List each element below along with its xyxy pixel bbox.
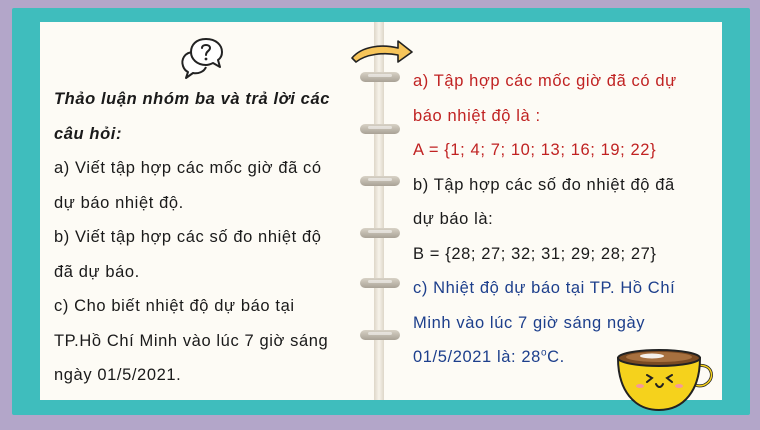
answer-c: Minh vào lúc 7 giờ sáng ngày bbox=[413, 313, 646, 332]
answer-b-set: B = {28; 27; 32; 31; 29; 28; 27} bbox=[413, 244, 657, 263]
binder-ring bbox=[360, 278, 400, 288]
answer-b: dự báo là: bbox=[413, 210, 494, 228]
question-b: b) Viết tập hợp các số đo nhiệt độ bbox=[54, 228, 322, 246]
question-c: c) Cho biết nhiệt độ dự báo tại bbox=[54, 297, 295, 315]
task-title: Thảo luận nhóm ba và trả lời các bbox=[54, 90, 331, 108]
binder-ring bbox=[360, 330, 400, 340]
question-a: a) Viết tập hợp các mốc giờ đã có bbox=[54, 159, 322, 177]
binder-ring bbox=[360, 176, 400, 186]
discussion-questions bbox=[54, 82, 359, 393]
answer-c: c) Nhiệt độ dự báo tại TP. Hồ Chí bbox=[413, 279, 676, 297]
answer-a: báo nhiệt độ là : bbox=[413, 106, 541, 125]
question-a: dự báo nhiệt độ. bbox=[54, 193, 184, 212]
binder-ring bbox=[360, 124, 400, 134]
question-b: đã dự báo. bbox=[54, 262, 140, 281]
binder-ring bbox=[360, 72, 400, 82]
arrow-right-icon bbox=[348, 38, 416, 66]
question-c: TP.Hồ Chí Minh vào lúc 7 giờ sáng bbox=[54, 331, 329, 350]
answers bbox=[413, 64, 723, 375]
binder-ring bbox=[360, 228, 400, 238]
answer-a: a) Tập hợp các mốc giờ đã có dự bbox=[413, 72, 677, 90]
question-c: ngày 01/5/2021. bbox=[54, 366, 182, 384]
question-chat-icon bbox=[180, 36, 230, 80]
answer-a-set: A = {1; 4; 7; 10; 13; 16; 19; 22} bbox=[413, 141, 657, 159]
coffee-cup-icon bbox=[612, 344, 722, 414]
answer-c-result: 01/5/2021 là: 28$^o$C. bbox=[413, 347, 565, 366]
answer-b: b) Tập hợp các số đo nhiệt độ đã bbox=[413, 175, 675, 194]
task-title: câu hỏi: bbox=[54, 124, 123, 143]
